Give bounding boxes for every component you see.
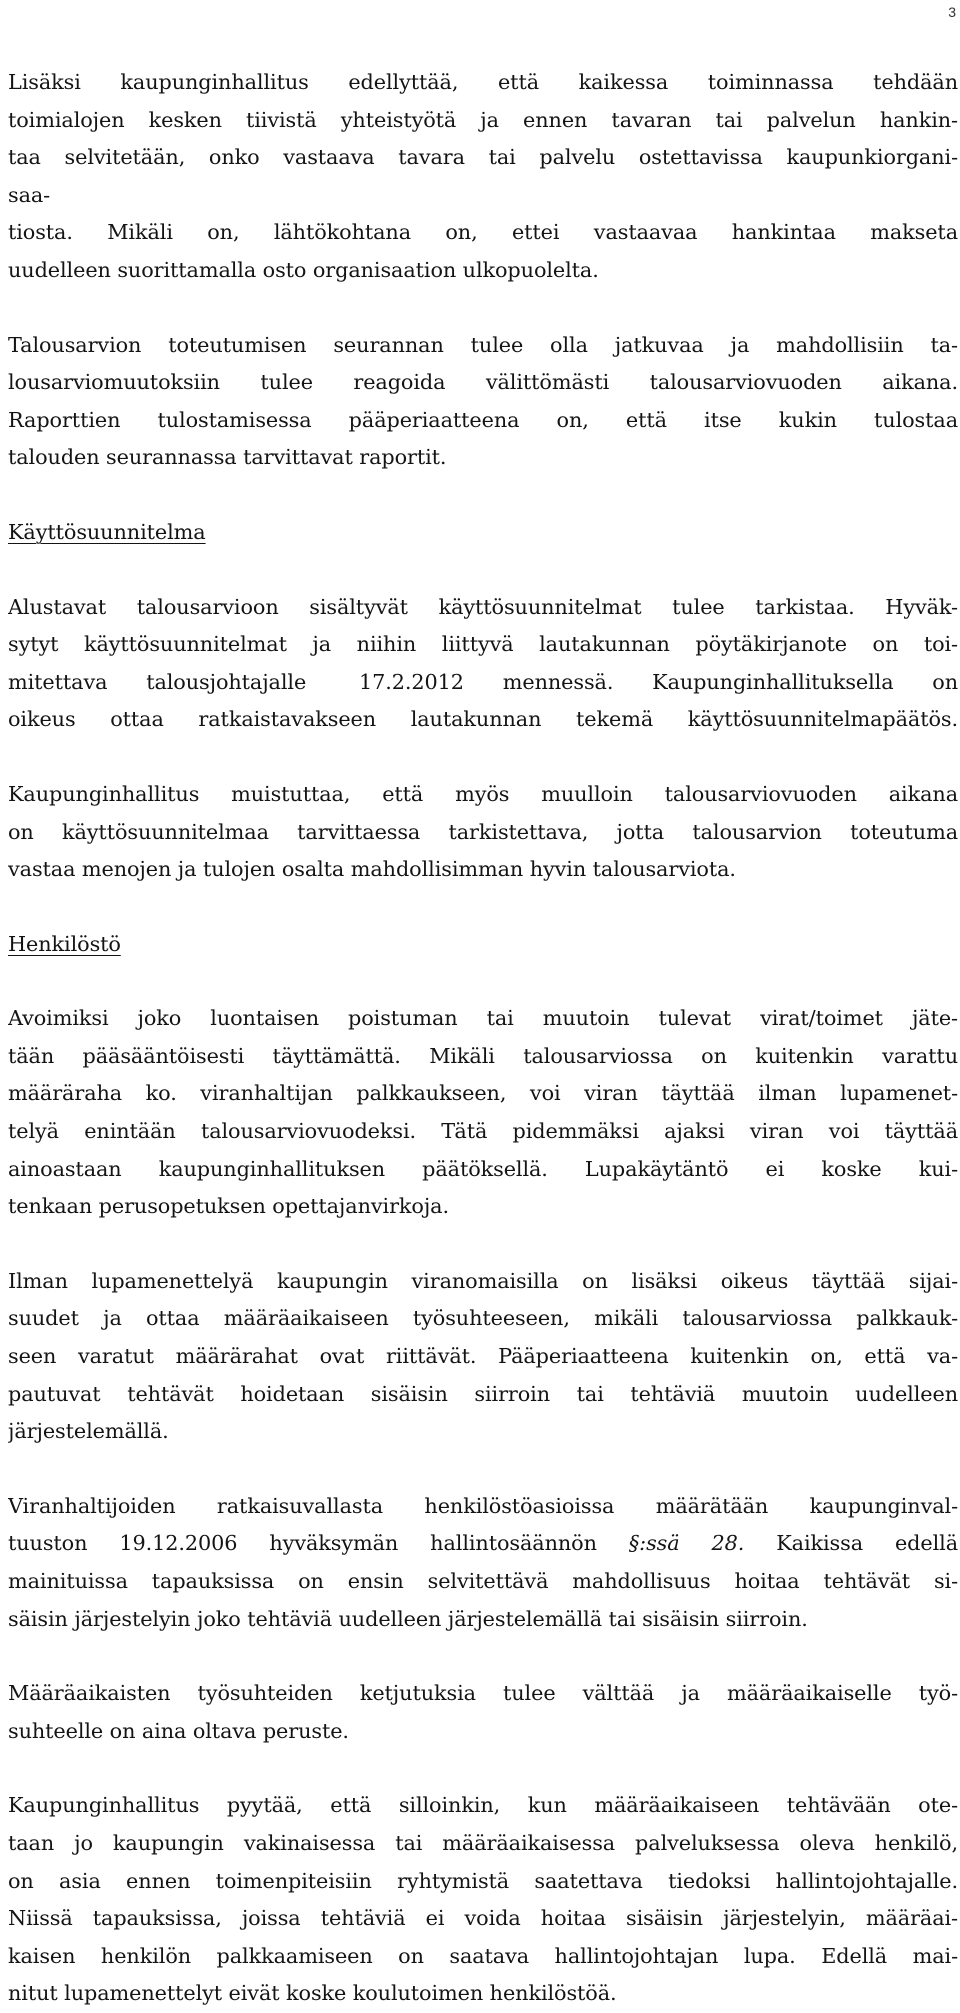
paragraph-budget-monitoring [8, 327, 958, 477]
text-line: lousarviomuutoksiin tulee reagoida välittömästi talousarviovuoden aikana. [8, 370, 958, 395]
document-body [8, 64, 958, 2013]
text-line: kaisen henkilön palkkaamiseen on saatava hallintojohtajan lupa. Edellä mai- [8, 1943, 958, 1968]
text-line: Niissä tapauksissa, joissa tehtäviä ei voida hoitaa sisäisin järjestelyin, määräai- [8, 1906, 958, 1931]
text-line: tenkaan perusopetuksen opettajanvirkoja. [8, 1194, 449, 1219]
paragraph-hiring-requests [8, 1787, 958, 2013]
paragraph-decision-authority [8, 1488, 958, 1638]
text-line: Alustavat talousarvioon sisältyvät käyttösuunnitelmat tulee tarkistaa. Hyväk- [8, 594, 958, 619]
text-line: saa- [8, 182, 51, 207]
text-line: Raporttien tulostamisessa pääperiaatteena on, että itse kukin tulostaa [8, 407, 958, 432]
paragraph-fixed-term [8, 1675, 958, 1750]
text-line: suhteelle on aina oltava peruste. [8, 1718, 349, 1743]
paragraph-substitutes [8, 1263, 958, 1451]
text-line: Lisäksi kaupunginhallitus edellyttää, että kaikessa toiminnassa tehdään [8, 70, 958, 94]
text-line: vastaa menojen ja tulojen osalta mahdollisimman hyvin talousarviota. [8, 857, 736, 882]
text-line: Kaupunginhallitus pyytää, että silloinkin, kun määräaikaiseen tehtävään ote- [8, 1793, 958, 1818]
text-line [8, 1525, 958, 1563]
text-line: pautuvat tehtävät hoidetaan sisäisin siirroin tai tehtäviä muutoin uudelleen [8, 1381, 958, 1406]
text-line: tään pääsääntöisesti täyttämättä. Mikäli talousarviossa on kuitenkin varattu [8, 1043, 958, 1068]
text-line: taa selvitetään, onko vastaava tavara tai palvelu ostettavissa kaupunkiorgani- [8, 145, 958, 170]
paragraph-usage-plan-review [8, 776, 958, 889]
section-reference: §:ssä 28. [628, 1531, 745, 1556]
page-number: 3 [948, 4, 956, 20]
text-line: säisin järjestelyin joko tehtäviä uudelleen järjestelemällä tai sisäisin siirroin. [8, 1606, 808, 1631]
section-heading-usage-plan [8, 514, 958, 552]
text-line: järjestelemällä. [8, 1419, 169, 1444]
section-heading-personnel [8, 926, 958, 964]
text-fragment: tuuston 19.12.2006 hyväksymän hallintosäännön [8, 1531, 597, 1556]
text-line: toimialojen kesken tiivistä yhteistyötä ja ennen tavaran tai palvelun hankin- [8, 107, 958, 132]
text-line: suudet ja ottaa määräaikaiseen työsuhteeseen, mikäli talousarviossa palkkauk- [8, 1306, 958, 1331]
paragraph-vacancies [8, 1000, 958, 1226]
text-line: telyä enintään talousarviovuodeksi. Tätä pidemmäksi ajaksi viran voi täyttää [8, 1119, 958, 1144]
heading-text: Henkilöstö [8, 931, 121, 956]
text-line: ainoastaan kaupunginhallituksen päätöksellä. Lupakäytäntö ei koske kui- [8, 1156, 958, 1181]
deadline-date: 17.2.2012 [358, 669, 464, 694]
text-fragment: Kaikissa edellä [776, 1531, 958, 1556]
text-line: Kaupunginhallitus muistuttaa, että myös muulloin talousarviovuoden aikana [8, 781, 958, 806]
heading-text: Käyttösuunnitelma [8, 519, 206, 544]
text-line: tiosta. Mikäli on, lähtökohtana on, ettei vastaavaa hankintaa makseta [8, 220, 958, 245]
text-fragment: mitettava talousjohtajalle [8, 669, 307, 694]
text-line: on käyttösuunnitelmaa tarvittaessa tarkistettava, jotta talousarvion toteutuma [8, 819, 958, 844]
text-line: Viranhaltijoiden ratkaisuvallasta henkilöstöasioissa määrätään kaupunginval- [8, 1493, 958, 1518]
paragraph-procurement [8, 64, 958, 290]
text-line: on asia ennen toimenpiteisiin ryhtymistä saatettava tiedoksi hallintojohtajalle. [8, 1868, 958, 1893]
text-line: Määräaikaisten työsuhteiden ketjutuksia tulee välttää ja määräaikaiselle työ- [8, 1681, 958, 1706]
text-line [8, 664, 958, 702]
text-line: mainituissa tapauksissa on ensin selvitettävä mahdollisuus hoitaa tehtävät si- [8, 1569, 958, 1593]
text-line: oikeus ottaa ratkaistavakseen lautakunnan tekemä käyttösuunnitelmapäätös. [8, 707, 958, 732]
text-line: Talousarvion toteutumisen seurannan tulee olla jatkuvaa ja mahdollisiin ta- [8, 332, 958, 357]
paragraph-usage-plans [8, 589, 958, 739]
text-line: uudelleen suorittamalla osto organisaation ulkopuolelta. [8, 257, 599, 282]
text-line: talouden seurannassa tarvittavat raportit. [8, 445, 447, 470]
text-line: nitut lupamenettelyt eivät koske koulutoimen henkilöstöä. [8, 1981, 617, 2006]
text-line: määräraha ko. viranhaltijan palkkaukseen, voi viran täyttää ilman lupamenet- [8, 1081, 958, 1106]
text-line: taan jo kaupungin vakinaisessa tai määräaikaisessa palveluksessa oleva henkilö, [8, 1830, 958, 1855]
text-line: sytyt käyttösuunnitelmat ja niihin liittyvä lautakunnan pöytäkirjanote on toi- [8, 632, 958, 657]
text-line: Avoimiksi joko luontaisen poistuman tai muutoin tulevat virat/toimet jäte- [8, 1006, 958, 1031]
text-line: seen varatut määrärahat ovat riittävät. Pääperiaatteena kuitenkin on, että va- [8, 1344, 958, 1369]
text-fragment: mennessä. Kaupunginhallituksella on [502, 669, 958, 694]
text-line: Ilman lupamenettelyä kaupungin viranomaisilla on lisäksi oikeus täyttää sijai- [8, 1268, 958, 1293]
